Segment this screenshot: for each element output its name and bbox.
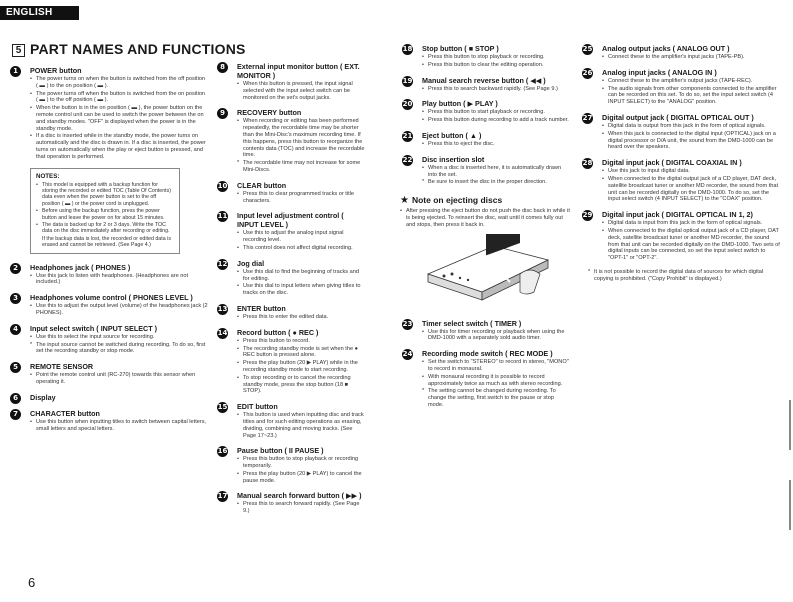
item-bullet: • When the button is in the on position ( ▬ ), the power button on the remote control unit can be used to switch the power between the on and standby modes. "OFF" is displayed when the power is in the standby mode. [30,105,208,132]
part-item [400,349,570,409]
item-title: Input level adjustment control ( INPUT LEVEL ) [237,211,344,230]
item-note: * The setting cannot be changed during recording. To change the setting, first switch to the pause or stop mode. [422,388,570,408]
item-number-badge: 18 [402,45,413,53]
eject-illustration [424,234,550,306]
item-title: Play button ( ▶ PLAY ) [422,99,498,109]
item-title: Jog dial [237,258,265,268]
item-number-badge: 11 [217,212,228,221]
item-bullet: • When recording or editing has been performed repeatedly, the recordable time may be shorter than the Mini-Disc's maximum recording time. If this happens, press this button to reorganize the contents data (TOC) and increase the recordable time. [237,118,365,159]
item-bullet: • Press this button to stop playback or recording. [422,54,570,61]
eject-note [400,193,570,312]
item-number-badge: 17 [217,492,228,501]
item-number-badge: 20 [402,100,413,109]
item-bullet: • Point the remote control unit (RC-270) towards this sensor when operating it. [30,372,208,386]
column-2 [215,62,365,522]
item-bullet: • Use this to adjust the output level (volume) of the headphones jack (2 PHONES). [30,303,208,317]
item-number-badge: 7 [10,409,21,420]
section-number: 5 [12,44,25,57]
part-item [400,44,570,69]
item-bullet: • Use this for timer recording or playback when using the DMD-1000 with a separately sold audio timer. [422,329,570,343]
part-item [215,446,365,484]
item-bullet: • If a disc is inserted while in the standby mode, the power turns on automatically and the disc is drawn in. If a disc is inserted, the power turns on automatically when the play or eject button is pressed, and that operation is performed. [30,133,208,160]
notes-title: NOTES: [36,172,60,180]
item-number-badge: 23 [402,319,413,328]
part-item [580,158,780,203]
part-item [400,319,570,343]
item-title: Input select switch ( INPUT SELECT ) [30,323,157,333]
item-title: EDIT button [237,402,278,412]
eject-note-bullet: • After pressing the eject button do not push the disc back in while it is being ejected. To reinsert the disc, wait until it comes fully out and stops, then press it back in. [400,208,570,228]
column-3 [400,44,570,416]
part-item [215,108,365,173]
item-number-badge: 2 [10,263,21,274]
item-number-badge: 10 [217,181,228,190]
item-title: Digital output jack ( DIGITAL OPTICAL OUT ) [602,112,754,122]
part-item [215,259,365,297]
edge-mark [789,480,791,530]
part-item [400,131,570,148]
item-bullet: • Press this button to record. [237,338,365,345]
item-bullet: • Press this button to start playback or recording. [422,109,570,116]
part-item [400,155,570,186]
item-bullet: • When this button is pressed, the input signal selected with the input select switch can be monitored on the set's output jacks. [237,81,365,101]
part-item [580,44,780,61]
language-tab: ENGLISH [0,6,79,20]
part-item [8,409,208,433]
item-bullet: • When this jack is connected to the digital input (OPTICAL) jack on a digital processor or D/A unit, the sound from the DMD-1000 can be heard over the speakers. [602,131,780,151]
item-title: Headphones jack ( PHONES ) [30,262,131,272]
item-number-badge: 21 [402,131,413,140]
item-number-badge: 3 [10,293,21,304]
part-item [8,362,208,386]
item-title: Stop button ( ■ STOP ) [422,44,499,53]
edge-mark [789,400,791,450]
item-title: Display [30,392,56,402]
part-item [8,324,208,355]
item-note: * The recordable time may not increase for some Mini-Discs. [237,160,365,174]
item-bullet: • This button is used when inputting disc and track titles and for such editing operations as erasing, dividing, combining and moving tracks. (See Page 17~23.) [237,412,365,439]
item-note: * Be sure to insert the disc in the proper direction. [422,179,570,186]
item-bullet: • To stop recording or to cancel the recording standby mode, press the stop button (18 ■ STOP). [237,375,365,395]
item-title: Disc insertion slot [422,154,485,164]
item-number-badge: 6 [10,393,21,404]
item-bullet: • Use this to adjust the analog input signal recording level. [237,230,365,244]
eject-note-title: ★ Note on ejecting discs [400,195,503,207]
item-title: External input monitor button ( EXT. MONITOR ) [237,62,360,80]
item-bullet: • Press the play button (20 ▶ PLAY) while in the recording standby mode to start recording. [237,360,365,374]
item-number-badge: 14 [217,328,228,337]
item-bullet: • Use this to select the input source for recording. [30,334,208,341]
item-bullet: • Use this jack to listen with headphones. (Headphones are not included.) [30,273,208,287]
item-title: CLEAR button [237,180,287,190]
notes-box [30,168,180,254]
item-number-badge: 9 [217,108,228,119]
item-title: Headphones volume control ( PHONES LEVEL ) [30,293,193,303]
page-number: 6 [28,575,36,590]
item-title: Manual search forward button ( ▶▶ ) [237,491,362,501]
part-item [8,66,208,161]
notes-bullet: • The data is backed up for 2 or 3 days. Write the TOC data on the disc immediately after recording or editing. [36,222,174,235]
item-title: Timer select switch ( TIMER ) [422,318,522,328]
item-number-badge: 1 [10,66,21,77]
item-title: RECOVERY button [237,108,302,118]
item-number-badge: 27 [582,113,593,122]
item-bullet: • Press this to eject the disc. [422,141,570,148]
part-item [215,62,365,101]
item-bullet: • The power turns off when the button is switched from the on position ( ▬ ) to the off position ( ▬ ). [30,91,208,105]
item-bullet: • Press the play button (20 ▶ PLAY) to cancel the pause mode. [237,471,365,485]
item-number-badge: 25 [582,45,593,53]
notes-bullet: • Before using the backup function, press the power button and leave the power on for about 15 minutes. [36,208,174,221]
part-item [580,113,780,151]
item-number-badge: 5 [10,362,21,373]
item-bullet: • Connect these to the amplifier's output jacks (TAPE-REC). [602,78,780,85]
section-title: PART NAMES AND FUNCTIONS [30,41,246,57]
item-title: Analog output jacks ( ANALOG OUT ) [602,44,730,53]
part-item [580,68,780,106]
part-item [215,304,365,321]
part-item [215,328,365,395]
item-bullet: • Press this button during recording to add a track number. [422,117,570,124]
notes-tail: If the backup data is lost, the recorded or edited data is erased and cannot be retrieved. (See Page 4.) [42,235,171,249]
item-number-badge: 28 [582,159,593,168]
item-bullet: • Press this to search forward rapidly. (See Page 9.) [237,501,365,515]
item-bullet: • The audio signals from other components connected to the amplifier can be recorded on this set. To do so, set the input select switch (4 INPUT SELECT) to the "ANALOG" position. [602,86,780,106]
item-bullet: • Digital data is output from this jack in the form of optical signals. [602,123,780,130]
item-bullet: • Set the switch to "STEREO" to record in stereo, "MONO" to record in monaural. [422,359,570,373]
part-item [8,263,208,287]
item-title: Digital input jack ( DIGITAL COAXIAL IN ) [602,158,742,168]
item-number-badge: 12 [217,259,228,268]
item-number-badge: 29 [582,211,593,220]
item-title: Pause button ( II PAUSE ) [237,446,324,456]
part-item [400,99,570,124]
item-number-badge: 15 [217,403,228,412]
copy-prohibit-note: * It is not possible to record the digital data of sources for which digital copying is prohibited. ("Copy Prohibit" is displayed.) [588,269,780,283]
part-item [215,211,365,251]
item-number-badge: 13 [217,304,228,313]
item-title: Digital input jack ( DIGITAL OPTICAL IN 1, 2) [602,210,753,220]
item-bullet: • When connected to the digital optical output jack of a CD player, DAT deck, satellite broadcast tuner or another MD recorder, the sound from that unit can be recorded digitally on the DMD-1000. Two sets of digital inputs can be connected, so set the input select switch to "OPT-1" or "OPT-2". [602,228,780,262]
item-bullet: • Connect these to the amplifier's input jacks (TAPE-PB). [602,54,780,61]
part-item [8,293,208,317]
item-bullet: • Digital data is input from this jack in the form of optical signals. [602,220,780,227]
item-bullet: • Press this to enter the edited data. [237,314,365,321]
part-item [580,210,780,262]
item-title: Analog input jacks ( ANALOG IN ) [602,67,717,77]
item-number-badge: 8 [217,62,228,73]
item-title: Record button ( ● REC ) [237,327,319,337]
item-bullet: • This control does not affect digital recording. [237,245,365,252]
item-bullet: • Press this to search backward rapidly. (See Page 9.) [422,86,570,93]
part-item [215,491,365,515]
item-bullet: • Press this button to stop playback or recording temporarily. [237,456,365,470]
item-title: ENTER button [237,303,286,313]
item-bullet: • Press this to clear programmed tracks or title characters. [237,191,365,205]
item-number-badge: 19 [402,76,413,85]
item-number-badge: 4 [10,324,21,335]
item-number-badge: 22 [402,155,413,164]
item-bullet: • When connected to the digital output jack of a CD player, DAT deck, satellite broadcast tuner or another MD recorder, the sound from that unit can be recorded digitally on the DMD-1000. To do so, set the input select switch (4 INPUT SELECT) to the "COAX" position. [602,176,780,203]
item-title: Eject button ( ▲ ) [422,130,482,140]
item-bullet: • When a disc is inserted here, it is automatically drawn into the set. [422,165,570,179]
item-title: CHARACTER button [30,408,100,418]
item-bullet: • Use this jack to input digital data. [602,168,780,175]
item-title: POWER button [30,66,82,75]
item-bullet: • The power turns on when the button is switched from the off position ( ▬ ) to the on position ( ▬ ). [30,76,208,90]
item-bullet: • Use this dial to input letters when giving titles to tracks on the disc. [237,283,365,297]
item-note: * The input source cannot be switched during recording. To do so, first set the recording standby or stop mode. [30,342,208,356]
part-item [8,393,208,402]
item-title: REMOTE SENSOR [30,362,94,372]
item-bullet: • Use this button when inputting titles to switch between capital letters, small letters and special letters. [30,419,208,433]
item-number-badge: 16 [217,447,228,456]
item-bullet: • With monaural recording it is possible to record approximately twice as much as with stereo recording. [422,374,570,388]
part-item [215,402,365,439]
item-title: Recording mode switch ( REC MODE ) [422,349,553,359]
notes-bullet: • This model is equipped with a backup function for storing the recorded or edited TOC (Table Of Contents) data even when the power button is set to the off position ( ▬ ) or the power cord is unplugged. [36,182,174,208]
item-title: Manual search reverse button ( ◀◀ ) [422,75,546,85]
item-bullet: • Press this button to clear the editing operation. [422,62,570,69]
item-number-badge: 24 [402,350,413,359]
item-number-badge: 26 [582,68,593,77]
column-4 [580,44,780,283]
part-item [400,76,570,93]
column-1 [8,66,208,439]
item-bullet: • The recording standby mode is set when the ● REC button is pressed alone. [237,346,365,360]
item-bullet: • Use this dial to find the beginning of tracks and for editing. [237,269,365,283]
star-icon: ★ [400,195,409,207]
part-item [215,181,365,205]
